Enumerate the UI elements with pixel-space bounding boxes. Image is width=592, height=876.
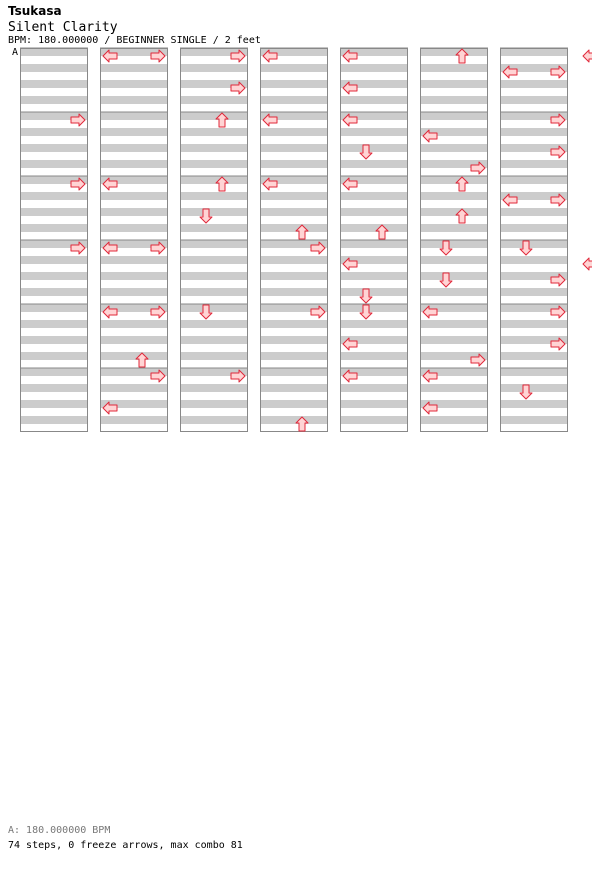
beat-stripe (420, 224, 488, 232)
beat-stripe (20, 48, 88, 56)
beat-stripe (260, 384, 328, 392)
beat-stripe (180, 176, 248, 184)
beat-stripe (180, 112, 248, 120)
step-stats: 74 steps, 0 freeze arrows, max combo 81 (8, 840, 243, 851)
beat-stripe (420, 240, 488, 248)
beat-stripe (20, 336, 88, 344)
beat-stripe (100, 80, 168, 88)
beat-stripe (100, 336, 168, 344)
beat-stripe (340, 272, 408, 280)
bpm-summary: A: 180.000000 BPM (8, 825, 111, 836)
beat-stripe (420, 256, 488, 264)
beat-stripe (100, 128, 168, 136)
beat-stripe (420, 384, 488, 392)
beat-stripe (420, 416, 488, 424)
beat-stripe (260, 352, 328, 360)
beat-stripe (180, 416, 248, 424)
beat-stripe (180, 272, 248, 280)
beat-stripe (340, 224, 408, 232)
beat-stripe (260, 256, 328, 264)
beat-stripe (260, 272, 328, 280)
beat-stripe (20, 64, 88, 72)
beat-stripe (260, 416, 328, 424)
beat-stripe (420, 176, 488, 184)
beat-stripe (500, 368, 568, 376)
left-arrow-icon (583, 50, 592, 62)
beat-stripe (500, 256, 568, 264)
beat-stripe (260, 400, 328, 408)
chart-info: BPM: 180.000000 / BEGINNER SINGLE / 2 feet (8, 35, 261, 46)
beat-stripe (340, 400, 408, 408)
beat-stripe (20, 352, 88, 360)
beat-stripe (420, 48, 488, 56)
beat-stripe (500, 224, 568, 232)
beat-stripe (340, 352, 408, 360)
beat-stripe (500, 288, 568, 296)
beat-stripe (100, 144, 168, 152)
beat-stripe (180, 128, 248, 136)
beat-stripe (500, 240, 568, 248)
beat-stripe (20, 144, 88, 152)
beat-stripe (180, 320, 248, 328)
beat-stripe (100, 208, 168, 216)
beat-stripe (100, 64, 168, 72)
beat-stripe (100, 256, 168, 264)
beat-stripe (100, 320, 168, 328)
beat-stripe (180, 384, 248, 392)
beat-stripe (420, 112, 488, 120)
beat-stripe (180, 304, 248, 312)
beat-stripe (100, 160, 168, 168)
beat-stripe (20, 80, 88, 88)
beat-stripe (100, 192, 168, 200)
beat-stripe (20, 192, 88, 200)
chart-column (500, 48, 568, 432)
beat-stripe (260, 192, 328, 200)
beat-stripe (20, 128, 88, 136)
beat-stripe (340, 288, 408, 296)
beat-stripe (340, 304, 408, 312)
beat-stripe (20, 320, 88, 328)
beat-stripe (180, 64, 248, 72)
chart-column (20, 48, 88, 432)
beat-stripe (340, 144, 408, 152)
song-title: Silent Clarity (8, 20, 118, 35)
beat-stripe (420, 144, 488, 152)
beat-stripe (420, 208, 488, 216)
beat-stripe (180, 256, 248, 264)
beat-stripe (100, 384, 168, 392)
beat-stripe (500, 352, 568, 360)
beat-stripe (20, 272, 88, 280)
beat-stripe (100, 288, 168, 296)
beat-stripe (100, 272, 168, 280)
beat-stripe (500, 128, 568, 136)
beat-stripe (180, 144, 248, 152)
beat-stripe (20, 96, 88, 104)
beat-stripe (20, 224, 88, 232)
beat-stripe (420, 80, 488, 88)
beat-stripe (260, 128, 328, 136)
beat-stripe (260, 288, 328, 296)
beat-stripe (180, 160, 248, 168)
chart-column (260, 48, 328, 432)
beat-stripe (180, 352, 248, 360)
beat-stripe (420, 336, 488, 344)
beat-stripe (260, 64, 328, 72)
beat-stripe (180, 224, 248, 232)
bpm-marker-label: A (12, 47, 19, 58)
beat-stripe (180, 208, 248, 216)
beat-stripe (260, 224, 328, 232)
beat-stripe (420, 320, 488, 328)
beat-stripe (260, 208, 328, 216)
beat-stripe (20, 160, 88, 168)
beat-stripe (260, 320, 328, 328)
beat-stripe (420, 192, 488, 200)
beat-stripe (180, 96, 248, 104)
beat-stripe (500, 80, 568, 88)
left-arrow-icon (583, 258, 592, 270)
song-artist: Tsukasa (8, 4, 62, 18)
beat-stripe (20, 368, 88, 376)
beat-stripe (180, 288, 248, 296)
beat-stripe (340, 416, 408, 424)
beat-stripe (20, 288, 88, 296)
beat-stripe (20, 384, 88, 392)
beat-stripe (340, 192, 408, 200)
beat-stripe (180, 336, 248, 344)
beat-stripe (500, 96, 568, 104)
beat-stripe (100, 416, 168, 424)
beat-stripe (180, 400, 248, 408)
beat-stripe (420, 272, 488, 280)
beat-stripe (340, 96, 408, 104)
beat-stripe (260, 336, 328, 344)
beat-stripe (100, 352, 168, 360)
beat-stripe (340, 160, 408, 168)
beat-stripe (180, 240, 248, 248)
beat-stripe (100, 96, 168, 104)
beat-stripe (20, 304, 88, 312)
beat-stripe (420, 96, 488, 104)
beat-stripe (100, 112, 168, 120)
beat-stripe (260, 144, 328, 152)
beat-stripe (260, 368, 328, 376)
beat-stripe (500, 416, 568, 424)
beat-stripe (500, 160, 568, 168)
beat-stripe (20, 256, 88, 264)
beat-stripe (500, 320, 568, 328)
beat-stripe (260, 80, 328, 88)
beat-stripe (20, 208, 88, 216)
beat-stripe (500, 48, 568, 56)
beat-stripe (500, 384, 568, 392)
beat-stripe (100, 224, 168, 232)
beat-stripe (340, 64, 408, 72)
beat-stripe (340, 240, 408, 248)
beat-stripe (500, 400, 568, 408)
beat-stripe (260, 96, 328, 104)
beat-stripe (180, 192, 248, 200)
beat-stripe (20, 400, 88, 408)
beat-stripe (340, 320, 408, 328)
beat-stripe (420, 64, 488, 72)
beat-stripe (340, 384, 408, 392)
beat-stripe (340, 208, 408, 216)
beat-stripe (340, 128, 408, 136)
beat-stripe (500, 176, 568, 184)
beat-stripe (260, 160, 328, 168)
beat-stripe (20, 416, 88, 424)
beat-stripe (500, 208, 568, 216)
beat-stripe (420, 288, 488, 296)
